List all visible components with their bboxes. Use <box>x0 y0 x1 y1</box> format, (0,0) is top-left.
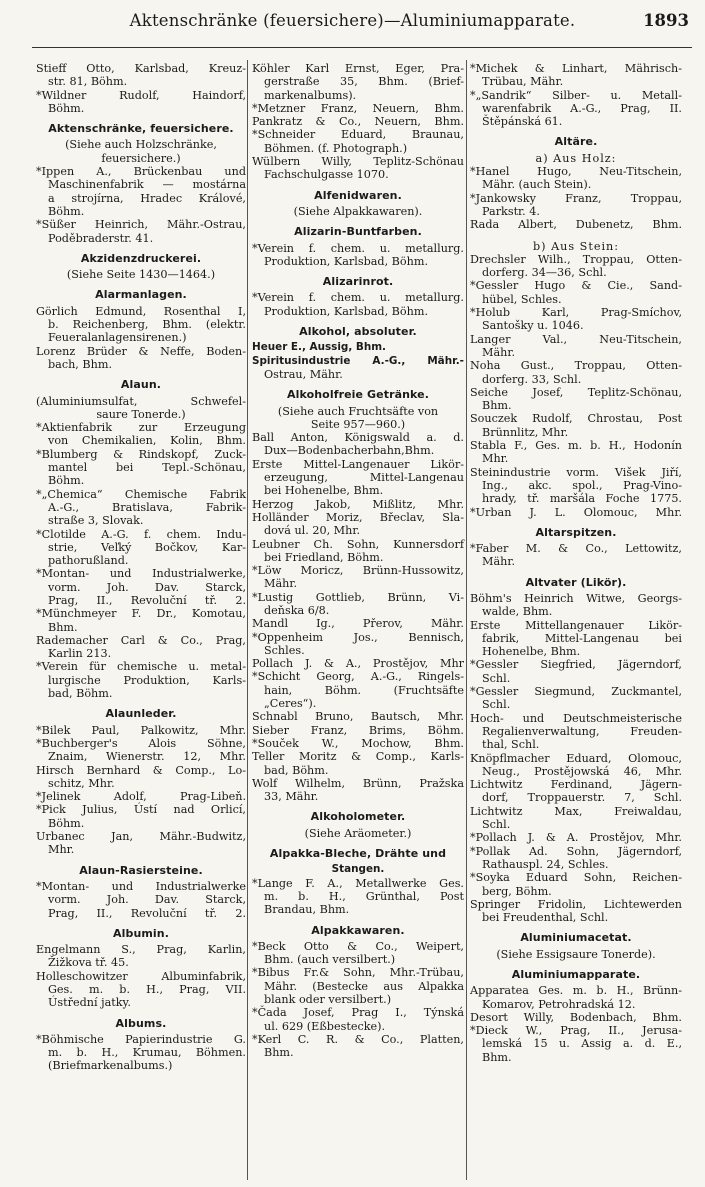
entry-line: Mandl Ig., Přerov, Mähr. <box>252 617 464 631</box>
entry-line: *Schneider Eduard, Braunau, <box>252 128 464 142</box>
entry-line: *Faber M. & Co., Lettowitz, <box>470 542 682 556</box>
entry-line: Feueralanlagensirenen.) <box>48 331 187 345</box>
entry-line: Schl. <box>482 671 511 685</box>
subsection-heading: a) Aus Holz: <box>535 151 617 165</box>
entry-line: *Jankowsky Franz, Troppau, <box>470 191 682 205</box>
entry-line: fabrik, Mittel-Langenau bei <box>482 631 682 645</box>
entry-line: *Wildner Rudolf, Haindorf, <box>36 88 246 102</box>
entry-line: Rathauspl. 24, Schles. <box>482 857 609 871</box>
entry-line: Produktion, Karlsbad, Böhm. <box>264 254 429 268</box>
entry-line: *Clotilde A.-G. f. chem. Indu- <box>36 527 246 541</box>
column-3 <box>470 62 682 1064</box>
entry-line: dorferg. 33, Schl. <box>482 372 582 386</box>
section-heading: Albums. <box>115 1016 167 1030</box>
entry-line: Springer Fridolin, Lichtewerden <box>470 897 682 911</box>
entry-line: *Pollak Ad. Sohn, Jägerndorf, <box>470 844 682 858</box>
entry-line: m. b. H., Krumau, Böhmen. <box>48 1046 246 1060</box>
entry-line: Fachschulgasse 1070. <box>264 168 389 182</box>
entry-line: von Chemikalien, Kolin, Bhm. <box>48 434 246 448</box>
entry-line: *Verein für chemische u. metal- <box>36 660 246 674</box>
entry-line: (Briefmarkenalbums.) <box>48 1059 173 1073</box>
entry-line: Rada Albert, Dubenetz, Bhm. <box>470 218 682 232</box>
entry-line: Holländer Moriz, Břeclav, Sla- <box>252 510 464 524</box>
page-header <box>0 0 705 44</box>
entry-line: Steinindustrie vorm. Višek Jiří, <box>470 465 682 479</box>
entry-line: (Siehe auch Holzschränke, <box>65 138 217 152</box>
entry-line: *Kerl C. R. & Co., Platten, <box>252 1032 464 1046</box>
entry-line: *Hanel Hugo, Neu-Titschein, <box>470 165 682 179</box>
entry-line: gerstraße 35, Bhm. (Brief- <box>264 75 464 89</box>
entry-line: Mähr. <box>264 577 298 591</box>
entry-line: hain, Böhm. (Fruchtsäfte <box>264 683 464 697</box>
entry-line: *Verein f. chem. u. metallurg. <box>252 241 464 255</box>
entry-line: Heuer E., Aussig, Bhm. <box>252 341 387 354</box>
entry-line: 33, Mähr. <box>264 790 319 804</box>
entry-line: berg, Böhm. <box>482 884 552 898</box>
entry-line: Erste Mittellangenauer Likör- <box>470 618 682 632</box>
entry-line: Pollach J. & A., Prostějov, Mhr <box>252 657 464 671</box>
entry-line: Mhr. <box>482 452 509 466</box>
entry-line: Schl. <box>482 698 511 712</box>
entry-line: *„Sandrik“ Silber- u. Metall- <box>470 88 682 102</box>
section-heading: Alpakka-Bleche, Drähte und <box>269 847 447 861</box>
entry-line: (Siehe auch Fruchtsäfte von <box>277 404 439 418</box>
entry-line: *Gessler Hugo & Cie., Sand- <box>470 279 682 293</box>
entry-line: Poděbraderstr. 41. <box>48 231 154 245</box>
entry-line: b. Reichenberg, Bhm. (elektr. <box>48 318 246 332</box>
page-number: 1893 <box>643 11 689 30</box>
section-heading: Alkoholometer. <box>310 810 406 824</box>
entry-line: Mhr. <box>48 843 75 857</box>
entry-line: Sieber Franz, Brims, Böhm. <box>252 723 464 737</box>
entry-line: bach, Bhm. <box>48 357 113 371</box>
entry-line: Znaim, Wienerstr. 12, Mhr. <box>48 750 246 764</box>
entry-line: Teller Moritz & Comp., Karls- <box>252 750 464 764</box>
entry-line: *Soyka Eduard Sohn, Reichen- <box>470 871 682 885</box>
entry-line: *Montan- und Industrialwerke, <box>36 567 246 581</box>
entry-line: Seiche Josef, Teplitz-Schönau, <box>470 385 682 399</box>
section-heading: Alaunleder. <box>105 707 177 721</box>
column-1 <box>36 62 246 1073</box>
entry-line: hrady, tř. maršála Foche 1775. <box>482 492 682 506</box>
entry-line: Rademacher Carl & Co., Prag, <box>36 633 246 647</box>
entry-line: Hohenelbe, Bhm. <box>482 645 581 659</box>
section-heading: Akzidenzdruckerei. <box>80 251 202 265</box>
entry-line: Mähr. <box>482 555 516 569</box>
entry-line: bei Hohenelbe, Bhm. <box>264 484 384 498</box>
entry-line: Trübau, Mähr. <box>482 75 564 89</box>
entry-line: Bhm. <box>482 399 512 413</box>
entry-line: Apparatea Ges. m. b. H., Brünn- <box>470 984 682 998</box>
entry-line: *„Chemica“ Chemische Fabrik <box>36 487 246 501</box>
entry-line: Böhm. <box>48 474 85 488</box>
entry-line: *Lustig Gottlieb, Brünn, Vi- <box>252 590 464 604</box>
entry-line: Ing., akc. spol., Prag-Vino- <box>482 478 682 492</box>
entry-line: Wülbern Willy, Teplitz-Schönau <box>252 155 464 169</box>
entry-line: *Čada Josef, Prag I., Týnská <box>252 1006 464 1020</box>
entry-line: Hoch- und Deutschmeisterische <box>470 711 682 725</box>
entry-line: Žižkova tř. 45. <box>48 956 129 970</box>
entry-line: *Pollach J. & A. Prostějov, Mhr. <box>470 831 682 845</box>
entry-line: *Jelinek Adolf, Prag-Libeň. <box>36 790 246 804</box>
entry-line: pathorußland. <box>48 554 129 568</box>
entry-line: Schles. <box>264 643 305 657</box>
entry-line: Souczek Rudolf, Chrostau, Post <box>470 412 682 426</box>
section-heading: Alkoholfreie Getränke. <box>286 388 430 402</box>
column-divider <box>466 60 467 1180</box>
entry-line: warenfabrik A.-G., Prag, II. <box>482 101 682 115</box>
entry-line: mantel bei Tepl.-Schönau, <box>48 461 246 475</box>
entry-line: Böhm. <box>48 816 85 830</box>
entry-line: a strojírna, Hradec Králové, <box>48 191 246 205</box>
entry-line: Desort Willy, Bodenbach, Bhm. <box>470 1010 682 1024</box>
entry-line: Seite 957—960.) <box>310 417 406 431</box>
entry-line: *Souček W., Mochow, Bhm. <box>252 736 464 750</box>
entry-line: (Aluminiumsulfat, Schwefel- <box>36 394 246 408</box>
entry-line: ul. 629 (Eßbestecke). <box>264 1019 386 1033</box>
entry-line: Mähr. <box>482 345 516 359</box>
spacer <box>470 232 682 238</box>
entry-line: Schnabl Bruno, Bautsch, Mhr. <box>252 710 464 724</box>
entry-line: *Aktienfabrik zur Erzeugung <box>36 421 246 435</box>
entry-line: Komarov, Petrohradská 12. <box>482 997 636 1011</box>
entry-line: *Holub Karl, Prag-Smíchov, <box>470 306 682 320</box>
entry-line: Drechsler Wilh., Troppau, Otten- <box>470 252 682 266</box>
section-heading: Alfenidwaren. <box>314 188 402 202</box>
entry-line: blank oder versilbert.) <box>264 993 392 1006</box>
entry-line: str. 81, Böhm. <box>48 75 128 89</box>
entry-line: Görlich Edmund, Rosenthal I, <box>36 304 246 318</box>
entry-line: lemská 15 u. Assig a. d. E., <box>482 1037 682 1051</box>
entry-line: Urbanec Jan, Mähr.-Budwitz, <box>36 830 246 844</box>
entry-line: Hirsch Bernhard & Comp., Lo- <box>36 763 246 777</box>
entry-line: *Bibus Fr.& Sohn, Mhr.-Trübau, <box>252 966 464 980</box>
entry-line: Brünnlitz, Mhr. <box>482 425 569 439</box>
entry-line: Bhm. <box>48 620 78 634</box>
entry-line: Prag, II., Revoluční tř. 2. <box>48 593 246 607</box>
entry-line: Köhler Karl Ernst, Eger, Pra- <box>252 62 464 75</box>
entry-line: erzeugung, Mittel-Langenau <box>264 471 464 485</box>
entry-line: vorm. Joh. Dav. Starck, <box>48 893 246 907</box>
entry-line: *Pick Julius, Ústí nad Orlicí, <box>36 803 246 817</box>
entry-line: Dux—Bodenbacherbahn,Bhm. <box>264 444 435 458</box>
section-heading: Alarmanlagen. <box>95 288 187 302</box>
section-heading: Alizarin-Buntfarben. <box>294 225 422 239</box>
entry-line: *Oppenheim Jos., Bennisch, <box>252 630 464 644</box>
entry-line: strie, Veľký Bočkov, Kar- <box>48 540 246 554</box>
entry-line: Erste Mittel-Langenauer Likör- <box>252 457 464 471</box>
entry-line: Prag, II., Revoluční tř. 2. <box>48 906 246 920</box>
entry-line: Maschinenfabrik — mostárna <box>48 178 246 192</box>
entry-line: Böhm's Heinrich Witwe, Georgs- <box>470 591 682 605</box>
section-heading: Albumin. <box>112 926 170 940</box>
entry-line: Brandau, Bhm. <box>264 903 350 917</box>
entry-line: Schl. <box>482 818 511 832</box>
section-heading: Altarspitzen. <box>535 525 617 539</box>
column-2 <box>252 62 464 1059</box>
entry-line: *Michek & Linhart, Mährisch- <box>470 62 682 75</box>
entry-line: Bhm. (auch versilbert.) <box>264 953 396 967</box>
section-heading: Aktenschränke, feuersichere. <box>48 122 234 136</box>
section-heading: Aluminiumapparate. <box>511 968 641 981</box>
entry-line: *Böhmische Papierindustrie G. <box>36 1032 246 1046</box>
entry-line: Böhm. <box>48 204 85 218</box>
entry-line: *Schicht Georg, A.-G., Ringels- <box>252 670 464 684</box>
section-heading: Alaun. <box>120 378 162 392</box>
entry-line: markenalbums). <box>264 88 357 102</box>
entry-line: Karlin 213. <box>48 647 112 661</box>
entry-line: (Siehe Alpakkawaren). <box>293 204 423 218</box>
entry-line: bad, Böhm. <box>264 763 329 777</box>
entry-line: Bhm. <box>264 1046 294 1060</box>
entry-line: bei Freudenthal, Schl. <box>482 911 609 925</box>
entry-line: Neug., Prostějowská 46, Mhr. <box>482 764 682 778</box>
entry-line: A.-G., Bratislava, Fabrik- <box>48 500 246 514</box>
entry-line: Holleschowitzer Albuminfabrik, <box>36 969 246 983</box>
entry-line: *Blumberg & Rindskopf, Zuck- <box>36 447 246 461</box>
entry-line: hübel, Schles. <box>482 292 562 306</box>
entry-line: *Dieck W., Prag, II., Jerusa- <box>470 1024 682 1038</box>
entry-line: Leubner Ch. Sohn, Kunnersdorf <box>252 537 464 551</box>
entry-line: *Urban J. L. Olomouc, Mhr. <box>470 505 682 519</box>
entry-line: walde, Bhm. <box>482 605 553 619</box>
section-heading: Alizarinrot. <box>322 275 394 289</box>
entry-line: Ball Anton, Königswald a. d. <box>252 431 464 445</box>
entry-line: Mähr. (Bestecke aus Alpakka <box>264 979 464 993</box>
entry-line: Herzog Jakob, Mißlitz, Mhr. <box>252 497 464 511</box>
section-heading: Aluminiumacetat. <box>520 931 632 945</box>
entry-line: Lorenz Brüder & Neffe, Boden- <box>36 344 246 358</box>
entry-line: *Montan- und Industrialwerke <box>36 879 246 893</box>
entry-line: Produktion, Karlsbad, Böhm. <box>264 304 429 318</box>
entry-line: *Bilek Paul, Palkowitz, Mhr. <box>36 723 246 737</box>
entry-line: m. b. H., Grünthal, Post <box>264 889 464 903</box>
page-title: Aktenschränke (feuersichere)—Aluminiumapparate. <box>129 11 576 30</box>
entry-line: Ústřední jatky. <box>48 996 131 1010</box>
column-divider <box>247 60 248 1180</box>
entry-line: dová ul. 20, Mhr. <box>264 524 361 538</box>
entry-line: vorm. Joh. Dav. Starck, <box>48 580 246 594</box>
entry-line: Spiritusindustrie A.-G., Mähr.- <box>252 354 464 367</box>
entry-line: Noha Gust., Troppau, Otten- <box>470 359 682 373</box>
entry-line: *Beck Otto & Co., Weipert, <box>252 939 464 953</box>
entry-line: Ges. m. b. H., Prag, VII. <box>48 983 246 996</box>
entry-line: Regalienverwaltung, Freuden- <box>482 724 682 738</box>
entry-line: Mähr. (auch Stein). <box>482 178 592 192</box>
entry-line: *Verein f. chem. u. metallurg. <box>252 291 464 305</box>
entry-line: Knöpflmacher Eduard, Olomouc, <box>470 751 682 765</box>
entry-line: Stabla F., Ges. m. b. H., Hodonín <box>470 439 682 453</box>
entry-line: *Buchberger's Alois Söhne, <box>36 736 246 750</box>
entry-line: thal, Schl. <box>482 738 540 752</box>
entry-line: Stangen. <box>331 863 385 876</box>
section-heading: Alpakkawaren. <box>311 923 405 937</box>
entry-line: feuersichere.) <box>101 151 181 165</box>
entry-line: schitz, Mhr. <box>48 776 115 790</box>
entry-line: dorf, Troppauerstr. 7, Schl. <box>482 791 682 805</box>
entry-line: lurgische Produktion, Karls- <box>48 673 246 687</box>
entry-line: (Siehe Aräometer.) <box>304 826 412 840</box>
entry-line: Parkstr. 4. <box>482 204 540 218</box>
entry-line: *Löw Moricz, Brünn-Hussowitz, <box>252 564 464 578</box>
entry-line: Bhm. <box>482 1050 512 1064</box>
entry-line: straße 3, Slovak. <box>48 514 144 528</box>
entry-line: deňska 6/8. <box>264 603 330 617</box>
section-heading: Alaun-Rasiersteine. <box>79 863 203 877</box>
entry-line: Böhmen. (f. Photograph.) <box>264 141 408 155</box>
entry-line: dorferg. 34—36, Schl. <box>482 266 607 280</box>
entry-line: „Ceres“). <box>264 697 317 711</box>
entry-line: Pankratz & Co., Neuern, Bhm. <box>252 115 464 129</box>
entry-line: Štěpánská 61. <box>482 115 563 129</box>
entry-line: Langer Val., Neu-Titschein, <box>470 332 682 346</box>
entry-line: Stieff Otto, Karlsbad, Kreuz- <box>36 62 246 75</box>
entry-line: Wolf Wilhelm, Brünn, Pražska <box>252 776 464 790</box>
section-heading: Altvater (Likör). <box>525 575 627 589</box>
entry-line: *Lange F. A., Metallwerke Ges. <box>252 876 464 890</box>
entry-line: *Münchmeyer F. Dr., Komotau, <box>36 607 246 621</box>
entry-line: Lichtwitz Max, Freiwaldau, <box>470 804 682 818</box>
entry-line: *Metzner Franz, Neuern, Bhm. <box>252 101 464 115</box>
entry-line: *Süßer Heinrich, Mähr.-Ostrau, <box>36 218 246 232</box>
entry-line: *Gessler Siegmund, Zuckmantel, <box>470 685 682 699</box>
subsection-heading: b) Aus Stein: <box>533 239 619 253</box>
section-heading: Alkohol, absoluter. <box>299 325 417 339</box>
entry-line: Ostrau, Mähr. <box>264 367 343 381</box>
section-heading: Altäre. <box>554 135 598 149</box>
entry-line: *Ippen A., Brückenbau und <box>36 165 246 179</box>
entry-line: saure Tonerde.) <box>96 407 186 421</box>
entry-line: Engelmann S., Prag, Karlin, <box>36 943 246 957</box>
entry-line: *Gessler Siegfried, Jägerndorf, <box>470 658 682 672</box>
entry-line: bei Friedland, Böhm. <box>264 550 384 564</box>
entry-line: Böhm. <box>48 101 85 115</box>
entry-line: Lichtwitz Ferdinand, Jägern- <box>470 778 682 792</box>
entry-line: (Siehe Seite 1430—1464.) <box>66 268 216 282</box>
header-rule <box>32 47 692 48</box>
entry-line: Santošky u. 1046. <box>482 319 584 333</box>
entry-line: bad, Böhm. <box>48 687 113 701</box>
entry-line: (Siehe Essigsaure Tonerde). <box>496 947 656 961</box>
